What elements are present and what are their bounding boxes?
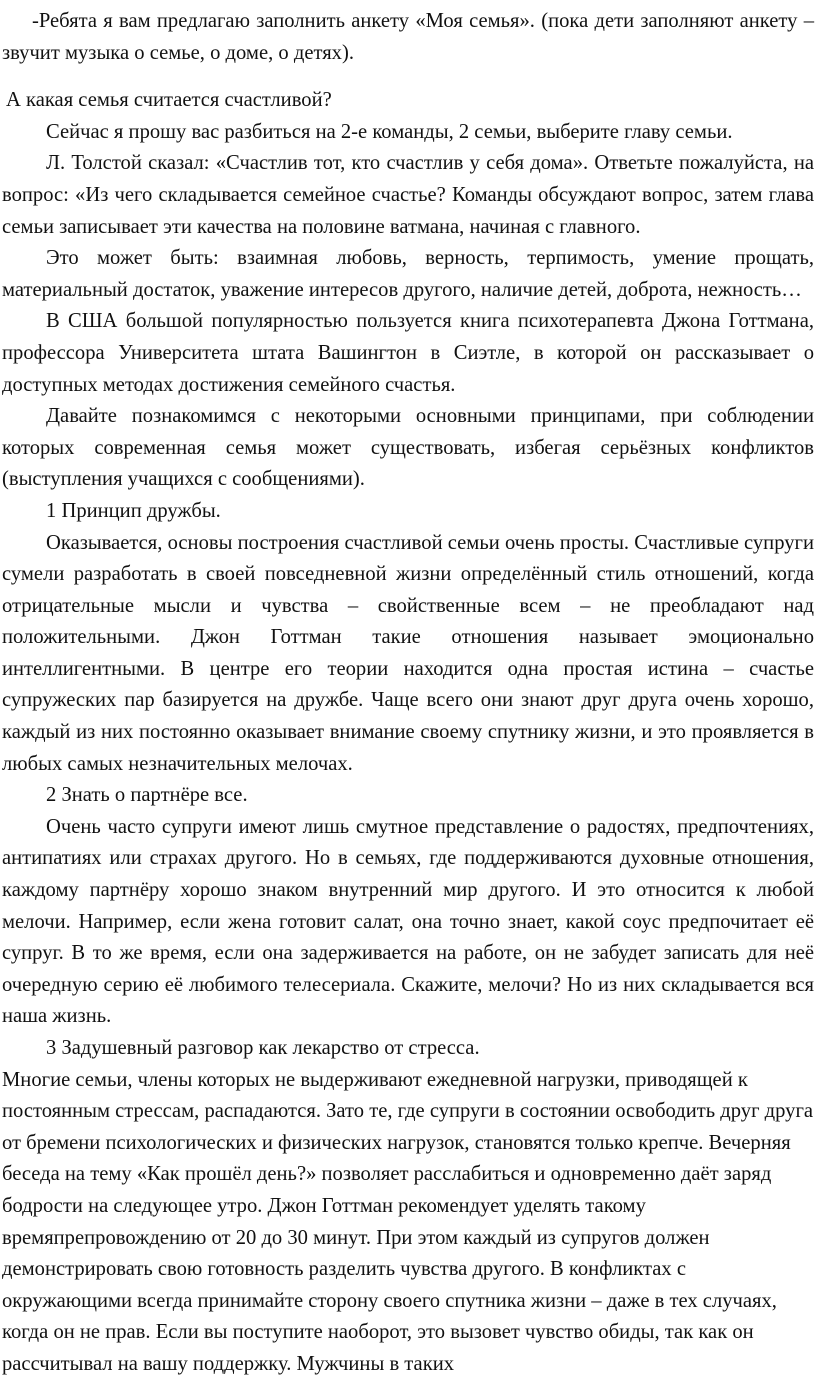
- principle-3-heading: 3 Задушевный разговор как лекарство от стресса.: [46, 1037, 480, 1059]
- principle-2-text: Очень часто супруги имеют лишь смутное представление о радостях, предпочтениях, антипатиях или страхах другого. Но в семьях, где поддерживаются духовные отношения, каждому партнёру хорошо знаком внутренний мир другого. И это относится к любой мелочи. Например, если жена готовит салат, она точно знает, какой соус предпочитает её супруг. В то же время, если она задерживается на работе, он не забудет записать для неё очередную серию её любимого телесериала. Скажите, мелочи? Но из них складывается вся наша жизнь.: [2, 815, 814, 1028]
- teams-instruction-paragraph: Сейчас я прошу вас разбиться на 2-е команды, 2 семьи, выберите главу семьи.: [46, 120, 733, 143]
- principle-1-heading: 1 Принцип дружбы.: [46, 499, 221, 522]
- happy-family-question: А какая семья считается счастливой?: [6, 89, 332, 112]
- gottman-book-paragraph: В США большой популярностью пользуется книга психотерапевта Джона Готтмана, профессора Университета штата Вашингтон в Сиэтле, в которой он рассказывает о доступных методах достижения семейного счастья.: [2, 310, 814, 396]
- tolstoy-quote-paragraph: Л. Толстой сказал: «Счастлив тот, кто счастлив у себя дома». Ответьте пожалуйста, на вопрос: «Из чего складывается семейное счастье? Команды обсуждают вопрос, затем глава семьи записывает эти качества на половине ватмана, начиная с главного.: [2, 152, 814, 238]
- principle-2-heading: 2 Знать о партнёре все.: [46, 784, 248, 807]
- intro-questionnaire-paragraph: -Ребята я вам предлагаю заполнить анкету «Моя семья». (пока дети заполняют анкету – звучит музыка о семье, о доме, о детях).: [2, 10, 814, 64]
- principle-3-text: Многие семьи, члены которых не выдерживают ежедневной нагрузки, приводящей к постоянным стрессам, распадаются. Зато те, где супруги в состоянии освободить друг друга от бремени психологических и физических нагрузок, становятся только крепче. Вечерняя беседа на тему «Как прошёл день?» позволяет расслабиться и одновременно даёт заряд бодрости на следующее утро. Джон Готтман рекомендует уделять такому времяпрепровождению от 20 до 30 минут. При этом каждый из супругов должен демонстрировать свою готовность разделить чувства другого. В конфликтах с окружающими всегда принимайте сторону своего спутника жизни – даже в тех случаях, когда он не прав. Если вы поступите наоборот, это вызовет чувство обиды, так как он рассчитывал на вашу поддержку. Мужчины в таких: [2, 1068, 814, 1375]
- family-qualities-paragraph: Это может быть: взаимная любовь, верность, терпимость, умение прощать, материальный достаток, уважение интересов другого, наличие детей, доброта, нежность…: [2, 247, 814, 301]
- principle-1-text: Оказывается, основы построения счастливой семьи очень просты. Счастливые супруги сумели разработать в своей повседневной жизни определённый стиль отношений, когда отрицательные мысли и чувства – свойственные всем – не преобладают над положительными. Джон Готтман такие отношения называет эмоционально интеллигентными. В центре его теории находится одна простая истина – счастье супружеских пар базируется на дружбе. Чаще всего они знают друг друга очень хорошо, каждый из них постоянно оказывает внимание своему спутнику жизни, и это проявляется в любых самых незначительных мелочах.: [2, 531, 814, 775]
- principles-intro-paragraph: Давайте познакомимся с некоторыми основными принципами, при соблюдении которых современная семья может существовать, избегая серьёзных конфликтов (выступления учащихся с сообщениями).: [2, 405, 814, 491]
- paragraph-spacer: [2, 69, 814, 85]
